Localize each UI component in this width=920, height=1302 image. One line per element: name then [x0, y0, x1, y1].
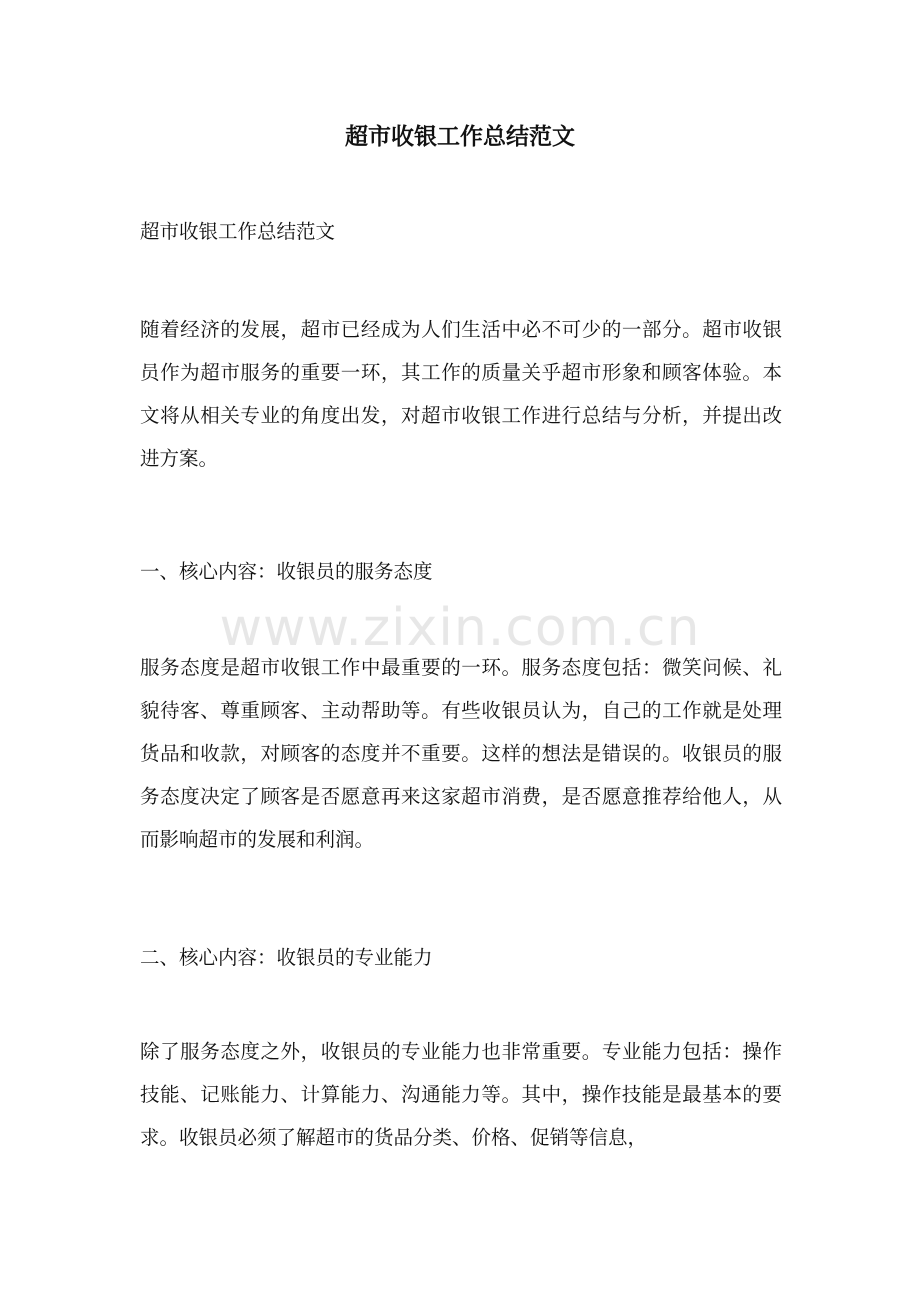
- professional-ability-paragraph: 除了服务态度之外，收银员的专业能力也非常重要。专业能力包括：操作技能、记账能力、计算能力、沟通能力等。其中，操作技能是最基本的要求。收银员必须了解超市的货品分类、价格、促销等信息，: [140, 1040, 782, 1149]
- service-attitude-paragraph: 服务态度是超市收银工作中最重要的一环。服务态度包括：微笑问候、礼貌待客、尊重顾客、主动帮助等。有些收银员认为，自己的工作就是处理货品和收款，对顾客的态度并不重要。这样的想法是错误的。收银员的服务态度决定了顾客是否愿意再来这家超市消费，是否愿意推荐给他人，从而影响超市的发展和利润。: [140, 656, 782, 851]
- section-heading-professional-ability: 二、核心内容：收银员的专业能力: [140, 946, 433, 969]
- document-title: 超市收银工作总结范文: [345, 123, 575, 150]
- section-heading-service-attitude: 一、核心内容：收银员的服务态度: [140, 560, 433, 583]
- intro-paragraph: 随着经济的发展，超市已经成为人们生活中必不可少的一部分。超市收银员作为超市服务的重要一环，其工作的质量关乎超市形象和顾客体验。本文将从相关专业的角度出发，对超市收银工作进行总结与分析，并提出改进方案。: [140, 318, 782, 470]
- watermark: www.zixin.com.cn: [219, 598, 701, 658]
- document-subtitle: 超市收银工作总结范文: [140, 220, 336, 243]
